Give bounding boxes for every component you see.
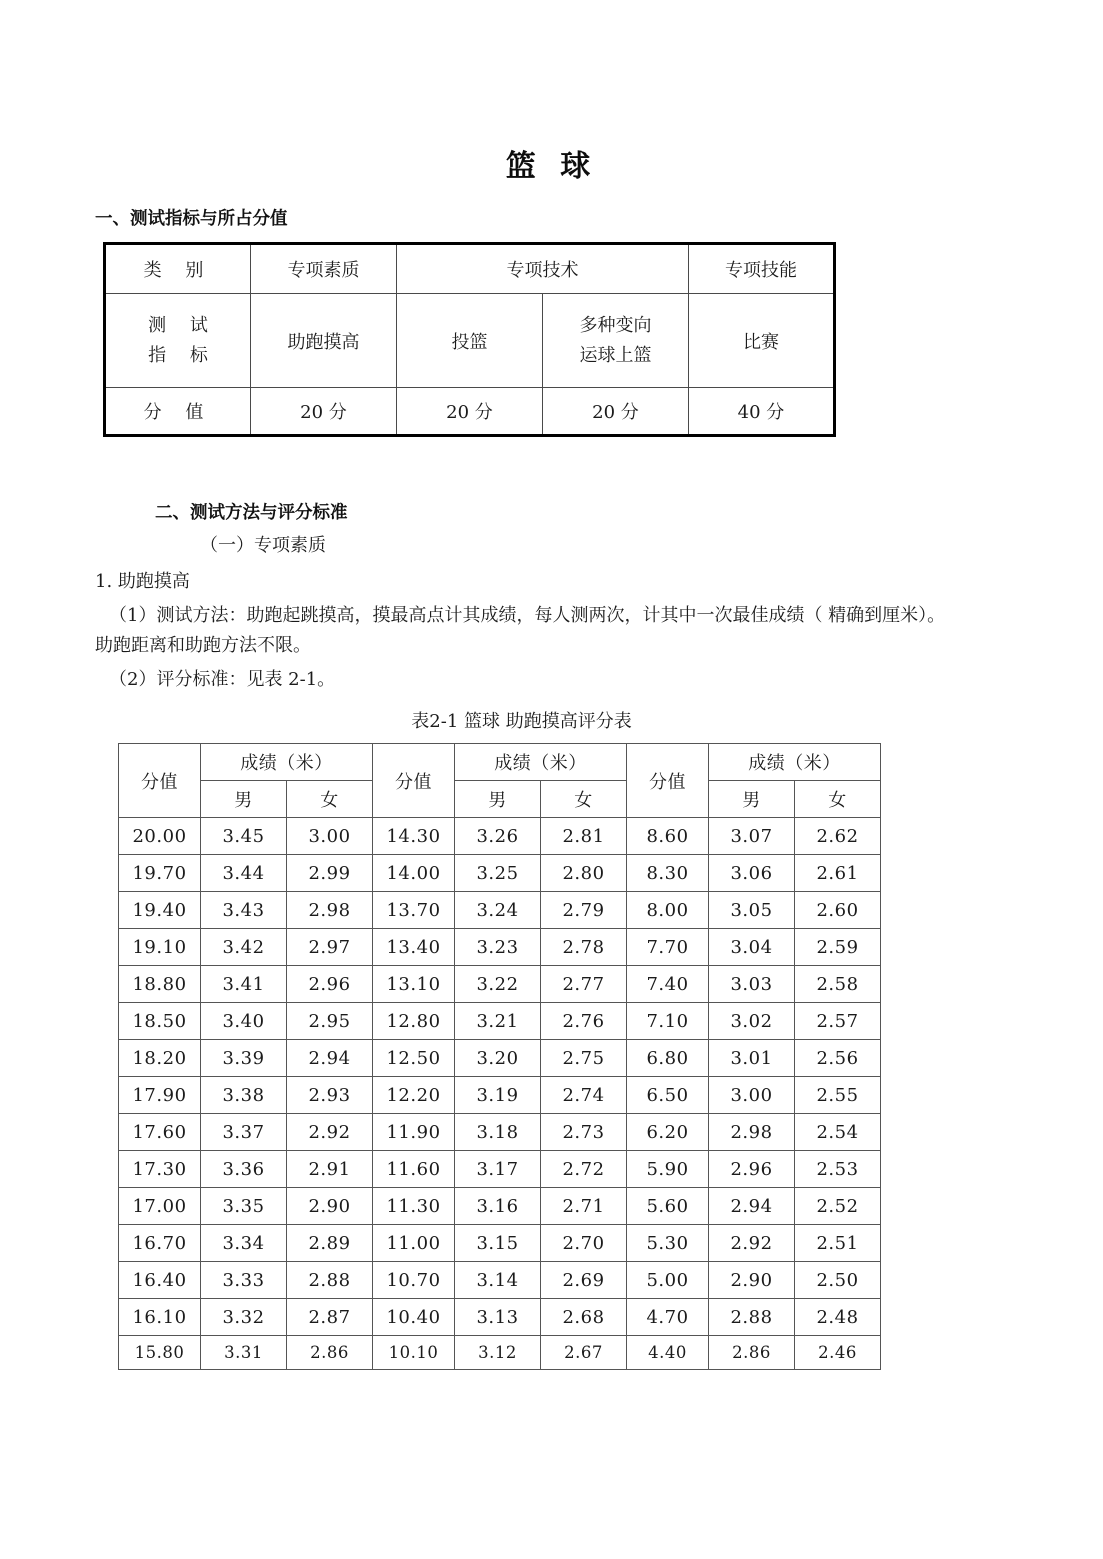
cell-female-2: 2.73 (541, 1114, 627, 1151)
header-row-top (119, 744, 881, 781)
cell-score-1: 17.60 (119, 1114, 201, 1151)
cell-female-3: 2.62 (795, 818, 881, 855)
cell-score-3: 8.30 (627, 855, 709, 892)
cell-score-3: 6.50 (627, 1077, 709, 1114)
cell-score-1: 19.10 (119, 929, 201, 966)
cell-score-1: 19.40 (119, 892, 201, 929)
cell-female-2: 2.71 (541, 1188, 627, 1225)
cell-female-1: 2.95 (287, 1003, 373, 1040)
cell-male-1: 3.45 (201, 818, 287, 855)
cell-female-2: 2.68 (541, 1299, 627, 1336)
cell-female-2: 2.72 (541, 1151, 627, 1188)
section-heading-2: 二、测试方法与评分标准 (155, 503, 348, 523)
cell-female-1: 2.93 (287, 1077, 373, 1114)
table-row-indicator (105, 294, 835, 388)
cell-score-match: 40 分 (689, 388, 835, 436)
cell-female-2: 2.79 (541, 892, 627, 929)
header-female-1: 女 (287, 781, 373, 818)
scoring-table-caption: 表2-1 篮球 助跑摸高评分表 (411, 711, 632, 733)
cell-female-1: 2.89 (287, 1225, 373, 1262)
table-row (119, 1262, 881, 1299)
cell-male-2: 3.21 (455, 1003, 541, 1040)
cell-female-2: 2.81 (541, 818, 627, 855)
cell-score-3: 6.20 (627, 1114, 709, 1151)
cell-male-3: 2.98 (709, 1114, 795, 1151)
table-row (119, 1077, 881, 1114)
cell-female-2: 2.80 (541, 855, 627, 892)
item-title-run-touch: 1. 助跑摸高 (95, 570, 190, 592)
cell-score-2: 13.10 (373, 966, 455, 1003)
cell-score-1: 19.70 (119, 855, 201, 892)
cell-female-2: 2.75 (541, 1040, 627, 1077)
table-row (119, 929, 881, 966)
cell-indicator-dribble-layup (543, 294, 689, 388)
row-label-indicator-line1: 测 试 (148, 314, 217, 336)
table-row (119, 1299, 881, 1336)
cell-female-3: 2.53 (795, 1151, 881, 1188)
header-male-2: 男 (455, 781, 541, 818)
cell-male-3: 3.07 (709, 818, 795, 855)
cell-male-2: 3.14 (455, 1262, 541, 1299)
cell-male-1: 3.41 (201, 966, 287, 1003)
cell-male-2: 3.24 (455, 892, 541, 929)
cell-male-1: 3.32 (201, 1299, 287, 1336)
header-female-3: 女 (795, 781, 881, 818)
cell-female-1: 2.96 (287, 966, 373, 1003)
cell-score-3: 5.60 (627, 1188, 709, 1225)
cell-male-3: 3.01 (709, 1040, 795, 1077)
cell-score-3: 8.00 (627, 892, 709, 929)
cell-female-1: 2.90 (287, 1188, 373, 1225)
cell-score-2: 10.70 (373, 1262, 455, 1299)
cell-male-1: 3.33 (201, 1262, 287, 1299)
cell-score-quality: 20 分 (251, 388, 397, 436)
cell-female-3: 2.61 (795, 855, 881, 892)
scoring-table (118, 743, 881, 1370)
cell-score-3: 4.40 (627, 1336, 709, 1370)
cell-male-2: 3.18 (455, 1114, 541, 1151)
cell-male-3: 2.94 (709, 1188, 795, 1225)
cell-female-3: 2.48 (795, 1299, 881, 1336)
cell-male-2: 3.17 (455, 1151, 541, 1188)
cell-score-3: 5.90 (627, 1151, 709, 1188)
cell-score-shooting: 20 分 (397, 388, 543, 436)
subsection-heading: （一）专项素质 (200, 535, 326, 556)
cell-score-3: 7.70 (627, 929, 709, 966)
table-row (119, 1114, 881, 1151)
cell-score-1: 18.50 (119, 1003, 201, 1040)
cell-indicator-run-touch: 助跑摸高 (251, 294, 397, 388)
cell-female-2: 2.69 (541, 1262, 627, 1299)
cell-score-1: 15.80 (119, 1336, 201, 1370)
cell-male-1: 3.43 (201, 892, 287, 929)
header-score-3: 分值 (627, 744, 709, 818)
scoring-table-wrap (118, 743, 1103, 1370)
cell-female-3: 2.52 (795, 1188, 881, 1225)
row-label-indicator-line2: 指 标 (148, 344, 217, 366)
header-score-1: 分值 (119, 744, 201, 818)
cell-score-3: 8.60 (627, 818, 709, 855)
cell-female-2: 2.70 (541, 1225, 627, 1262)
indicator-score-table (103, 242, 836, 437)
cell-score-3: 7.10 (627, 1003, 709, 1040)
cell-female-3: 2.60 (795, 892, 881, 929)
table-row (119, 1336, 881, 1370)
header-result-2: 成绩（米） (455, 744, 627, 781)
cell-male-1: 3.42 (201, 929, 287, 966)
row-label-score: 分 值 (105, 388, 251, 436)
cell-male-2: 3.12 (455, 1336, 541, 1370)
indicator-score-table-wrap (103, 242, 1103, 437)
cell-male-3: 2.96 (709, 1151, 795, 1188)
cell-female-2: 2.67 (541, 1336, 627, 1370)
cell-category-skill: 专项技能 (689, 244, 835, 294)
cell-score-2: 11.60 (373, 1151, 455, 1188)
header-score-2: 分值 (373, 744, 455, 818)
page-title: 篮 球 (505, 149, 598, 184)
cell-female-3: 2.56 (795, 1040, 881, 1077)
cell-male-3: 3.04 (709, 929, 795, 966)
cell-female-2: 2.78 (541, 929, 627, 966)
cell-male-2: 3.26 (455, 818, 541, 855)
cell-female-3: 2.46 (795, 1336, 881, 1370)
cell-score-2: 11.30 (373, 1188, 455, 1225)
cell-male-3: 3.02 (709, 1003, 795, 1040)
table-row (119, 1151, 881, 1188)
table-row (119, 1225, 881, 1262)
method-text-line2: 助跑距离和助跑方法不限。 (95, 634, 311, 656)
row-label-category: 类 别 (105, 244, 251, 294)
table-row (119, 966, 881, 1003)
cell-score-2: 10.10 (373, 1336, 455, 1370)
cell-male-1: 3.36 (201, 1151, 287, 1188)
header-male-3: 男 (709, 781, 795, 818)
cell-male-1: 3.34 (201, 1225, 287, 1262)
table-row-score (105, 388, 835, 436)
cell-male-2: 3.16 (455, 1188, 541, 1225)
cell-score-3: 5.00 (627, 1262, 709, 1299)
cell-male-2: 3.15 (455, 1225, 541, 1262)
section-heading-1: 一、测试指标与所占分值 (95, 209, 288, 229)
cell-female-3: 2.55 (795, 1077, 881, 1114)
cell-score-2: 12.20 (373, 1077, 455, 1114)
cell-female-1: 2.92 (287, 1114, 373, 1151)
cell-score-1: 16.70 (119, 1225, 201, 1262)
method-text-line1: （1）测试方法：助跑起跳摸高，摸最高点计其成绩，每人测两次，计其中一次最佳成绩（ 精确到厘米）。 (109, 604, 946, 626)
criteria-text: （2）评分标准：见表 2-1。 (109, 668, 336, 690)
cell-score-3: 7.40 (627, 966, 709, 1003)
cell-score-1: 20.00 (119, 818, 201, 855)
cell-male-3: 2.88 (709, 1299, 795, 1336)
cell-category-quality: 专项素质 (251, 244, 397, 294)
cell-score-2: 13.40 (373, 929, 455, 966)
cell-male-1: 3.39 (201, 1040, 287, 1077)
cell-male-2: 3.22 (455, 966, 541, 1003)
cell-score-dribble: 20 分 (543, 388, 689, 436)
cell-score-2: 12.80 (373, 1003, 455, 1040)
cell-indicator-match: 比赛 (689, 294, 835, 388)
cell-female-3: 2.58 (795, 966, 881, 1003)
cell-score-1: 18.80 (119, 966, 201, 1003)
cell-male-1: 3.44 (201, 855, 287, 892)
cell-indicator-dribble-layup-line2: 运球上篮 (579, 344, 652, 366)
cell-female-2: 2.76 (541, 1003, 627, 1040)
cell-score-1: 17.30 (119, 1151, 201, 1188)
cell-male-3: 3.05 (709, 892, 795, 929)
table-row (119, 1040, 881, 1077)
cell-score-2: 11.00 (373, 1225, 455, 1262)
header-row-bottom (119, 781, 881, 818)
spacer (0, 437, 1103, 499)
cell-score-3: 6.80 (627, 1040, 709, 1077)
cell-score-2: 12.50 (373, 1040, 455, 1077)
cell-male-3: 2.92 (709, 1225, 795, 1262)
cell-male-3: 3.06 (709, 855, 795, 892)
cell-score-2: 14.00 (373, 855, 455, 892)
cell-score-1: 16.40 (119, 1262, 201, 1299)
header-male-1: 男 (201, 781, 287, 818)
cell-male-1: 3.31 (201, 1336, 287, 1370)
cell-male-1: 3.35 (201, 1188, 287, 1225)
cell-female-3: 2.54 (795, 1114, 881, 1151)
cell-male-1: 3.38 (201, 1077, 287, 1114)
cell-female-1: 2.91 (287, 1151, 373, 1188)
cell-female-1: 2.88 (287, 1262, 373, 1299)
cell-score-2: 13.70 (373, 892, 455, 929)
cell-score-2: 10.40 (373, 1299, 455, 1336)
table-row (119, 1003, 881, 1040)
cell-category-technique: 专项技术 (397, 244, 689, 294)
cell-male-3: 3.00 (709, 1077, 795, 1114)
cell-score-1: 17.90 (119, 1077, 201, 1114)
cell-score-1: 18.20 (119, 1040, 201, 1077)
cell-male-1: 3.37 (201, 1114, 287, 1151)
cell-female-2: 2.77 (541, 966, 627, 1003)
cell-male-2: 3.25 (455, 855, 541, 892)
header-female-2: 女 (541, 781, 627, 818)
scoring-table-head (119, 744, 881, 818)
cell-score-1: 17.00 (119, 1188, 201, 1225)
cell-female-2: 2.74 (541, 1077, 627, 1114)
cell-male-2: 3.19 (455, 1077, 541, 1114)
cell-female-1: 2.94 (287, 1040, 373, 1077)
cell-female-1: 2.98 (287, 892, 373, 929)
table-row (119, 892, 881, 929)
cell-female-3: 2.59 (795, 929, 881, 966)
cell-female-3: 2.50 (795, 1262, 881, 1299)
cell-female-1: 2.87 (287, 1299, 373, 1336)
cell-score-2: 14.30 (373, 818, 455, 855)
cell-score-2: 11.90 (373, 1114, 455, 1151)
table-row-category (105, 244, 835, 294)
header-result-1: 成绩（米） (201, 744, 373, 781)
cell-male-2: 3.13 (455, 1299, 541, 1336)
cell-score-1: 16.10 (119, 1299, 201, 1336)
cell-score-3: 5.30 (627, 1225, 709, 1262)
cell-female-3: 2.57 (795, 1003, 881, 1040)
table-row (119, 1188, 881, 1225)
cell-male-3: 3.03 (709, 966, 795, 1003)
table-row (119, 818, 881, 855)
scoring-table-body (119, 818, 881, 1370)
cell-female-3: 2.51 (795, 1225, 881, 1262)
cell-male-3: 2.90 (709, 1262, 795, 1299)
table-row (119, 855, 881, 892)
cell-female-1: 2.99 (287, 855, 373, 892)
row-label-indicator (105, 294, 251, 388)
cell-male-1: 3.40 (201, 1003, 287, 1040)
header-result-3: 成绩（米） (709, 744, 881, 781)
cell-score-3: 4.70 (627, 1299, 709, 1336)
cell-indicator-dribble-layup-line1: 多种变向 (579, 314, 652, 336)
cell-male-2: 3.20 (455, 1040, 541, 1077)
cell-female-1: 3.00 (287, 818, 373, 855)
cell-indicator-shooting: 投篮 (397, 294, 543, 388)
cell-female-1: 2.86 (287, 1336, 373, 1370)
cell-male-2: 3.23 (455, 929, 541, 966)
cell-male-3: 2.86 (709, 1336, 795, 1370)
cell-female-1: 2.97 (287, 929, 373, 966)
